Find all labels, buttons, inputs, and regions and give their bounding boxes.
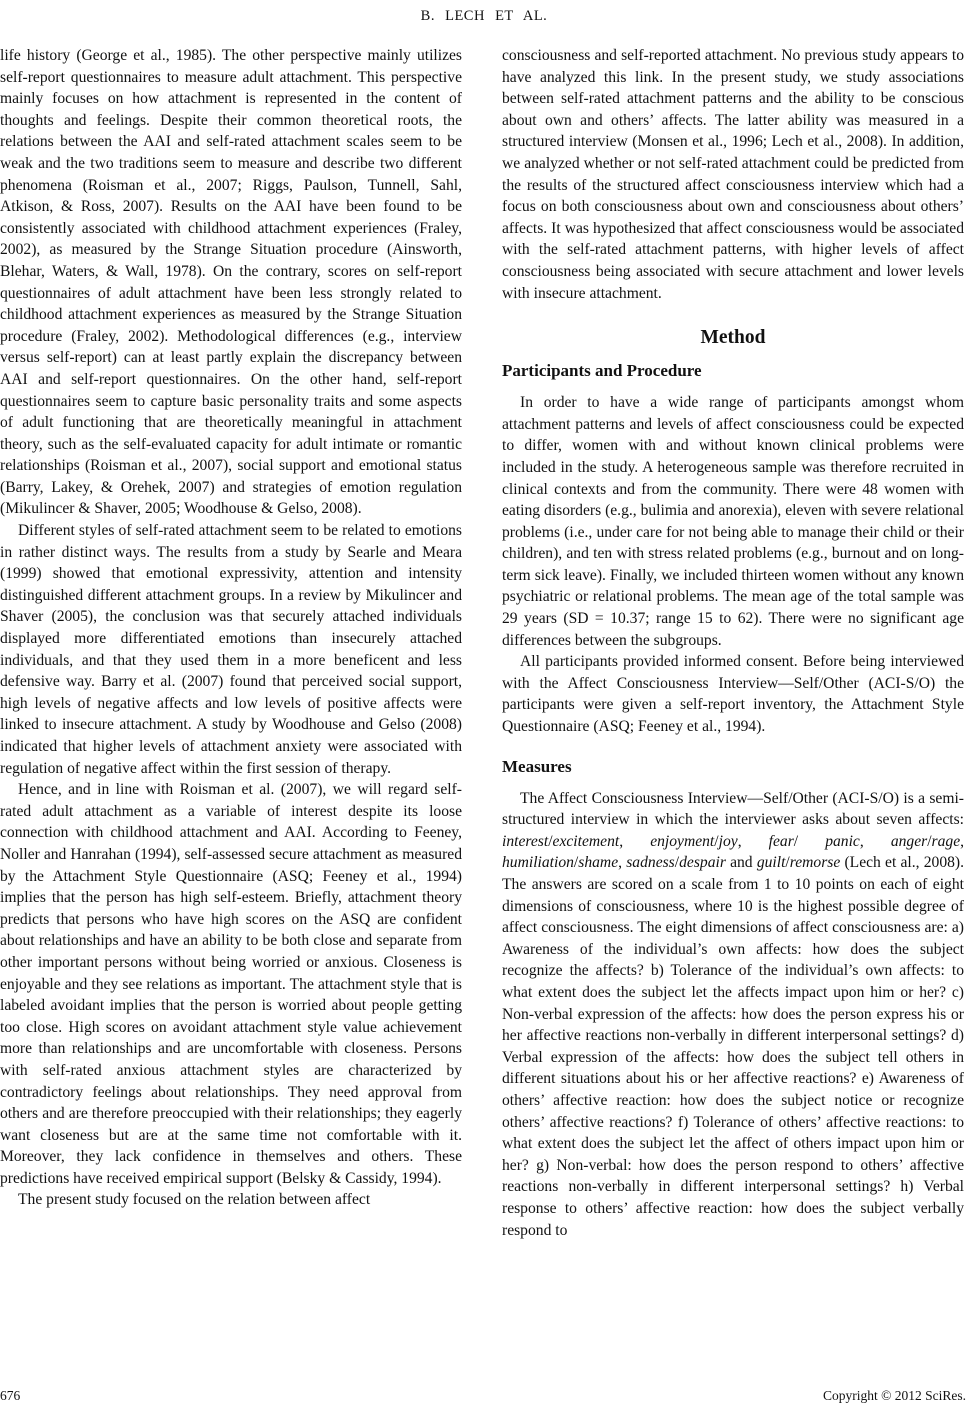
affect-term: despair <box>679 854 726 872</box>
affect-term: remorse <box>789 854 841 872</box>
affect-term: enjoyment <box>650 832 715 850</box>
affect-term: shame <box>578 854 619 872</box>
section-heading-method: Method <box>700 327 766 349</box>
affect-term: panic <box>825 832 860 850</box>
affect-term: fear <box>768 832 794 850</box>
paragraph: All participants provided informed consent. Before being interviewed with the Affect Consciousness Interview—Self/Other (ACI-S/O) the participants were given a self-report inventory, the Attachment Style Questionnaire (ASQ; Feeney et al., 1994). <box>502 653 964 736</box>
running-head: B. LECH ET AL. <box>420 8 548 24</box>
affect-term: sadness <box>626 854 675 872</box>
text-run: The Affect Consciousness Interview—Self/Other (ACI-S/O) is a semi-structured interview in which the interviewer asks about seven affects: <box>502 789 964 829</box>
subsection-heading-participants: Participants and Procedure <box>502 361 702 381</box>
paragraph-measures: The Affect Consciousness Interview—Self/Other (ACI-S/O) is a semi-structured interview in which the interviewer asks about seven affects: interest/excitement, enjoyment/joy, fear/ panic, anger/rage, humiliation/shame, sadness/despair and guilt/remorse (Lech et al., 2008). The answers are scored on a scale from 1 to 10 points on each of eight dimensions of consciousness, where 10 is the highest possible degree of affect consciousness. The eight dimensions of affect consciousness are: a) Awareness of the individual’s own affects: how does the subject recognize the affects? b) Tolerance of the individual’s own affects: to what extent does the subject let the affects impact upon him or her? c) Non-verbal expression of the affects: how does the person express his or her affective reactions non-verbally in different interpersonal settings? d) Verbal expression of the affects: how does the subject tell others in different situations about his or her affective reactions? e) Awareness of others’ affective reaction: how does the subject notice or recognize others’ affective reactions? f) Tolerance of others’ affective reactions: to what extent does the subject let the affect of others impact upon him or her? g) Non-verbal: how does the person respond to others’ affective reactions non-verbally in different interpersonal settings? h) Verbal response to others’ affective reaction: how does the subject verbally respond to <box>502 789 965 1239</box>
affect-term: anger <box>890 832 928 850</box>
affect-term: interest <box>502 832 549 850</box>
affect-term: humiliation <box>502 854 574 872</box>
paragraph: life history (George et al., 1985). The other perspective mainly utilizes self-report questionnaires to measure adult attachment. This perspective mainly focuses on how attachment is represented in the content of thoughts and feelings. Despite their common theoretical roots, the relations between the AAI and self-rated attachment scales seem to be weak and the two traditions seem to measure and describe two different phenomena (Roisman et al., 2007; Riggs, Paulson, Tunnell, Sahl, Atkison, & Ross, 2007). Results on the AAI have been found to be consistently associated with childhood attachment experiences (Fraley, 2002), as measured by the Strange Situation procedure (Ainsworth, Blehar, Waters, & Wall, 1978). On the contrary, scores on self-report questionnaires of adult attachment have been less strongly related to childhood attachment experiences as measured by the Strange Situation procedure (Fraley, 2002). Methodological differences (e.g., interview versus self-report) can at least partly explain the discrepancy between AAI and self-report questionnaires. On the other hand, self-report questionnaires seem to capture basic personality traits and some aspects of adult functioning that are theoretically meaningful in attachment theory, such as the self-evaluated capacity for adult intimate or romantic relationships (Roisman et al., 2007), social support and emotional status (Barry, Lakey, & Orehek, 2007) and strategies of emotion regulation (Mikulincer & Shaver, 2005; Woodhouse & Gelso, 2008). <box>0 47 462 518</box>
paragraph: Different styles of self-rated attachment seem to be related to emotions in rather distinct ways. The results from a study by Searle and Meara (1999) showed that emotional expressivity, attention and intensity distinguished different attachment groups. In a review by Mikulincer and Shaver (2005), the conclusion was that securely attached individuals displayed more differentiated emotions than insecurely attached individuals, and that they used them in a more beneficent and less defensive way. Barry et al. (2007) found that perceived social support, high levels of negative affects and low levels of positive affects were linked to insecure attachment. A study by Woodhouse and Gelso (2008) indicated that higher levels of attachment anxiety were associated with regulation of negative affect within the first session of therapy. <box>0 522 462 777</box>
affect-term: excitement <box>552 832 620 850</box>
subsection-heading-measures: Measures <box>502 756 572 776</box>
paragraph: Hence, and in line with Roisman et al. (2007), we will regard self-rated adult attachment as a variable of interest despite its loose connection with childhood attachment and AAI. According to Feeney, Noller and Hanrahan (1994), self-assessed secure attachment as measured by the Attachment Style Questionnaire (ASQ; Feeney et al., 1994) implies that the person has high self-esteem. Briefly, attachment theory predicts that persons who have high scores on the ASQ are confident about relationships and have an ability to be both close and separate from other important persons without being worried or anxious. Closeness is enjoyable and they see relations as important. The attachment style that is labeled avoidant implies that the person is worried about people getting too close. High scores on avoidant attachment style value achievement more than relationships and are uncomfortable with closeness. Persons with self-rated anxious attachment styles are characterized by contradictory feelings about relationships. They need approval from others and are therefore preoccupied with their relationships; they eagerly want closeness but are at the same time not comfortable with it. Moreover, they lack confidence in themselves and others. These predictions have received empirical support (Belsky & Cassidy, 1994). <box>0 781 462 1187</box>
copyright-notice: Copyright © 2012 SciRes. <box>822 1388 966 1403</box>
paragraph: The present study focused on the relation between affect <box>18 1191 371 1209</box>
affect-term: joy <box>718 832 738 850</box>
paragraph: In order to have a wide range of participants amongst whom attachment patterns and levels of affect consciousness could be expected to differ, women with and without known clinical problems were included in the study. A heterogeneous sample was therefore recruited in clinical contexts and from the community. There were 48 women with eating disorders (e.g., bulimia and anorexia), eleven with severe relational problems (i.e., under care for not being able to manage their child or their children), and ten with stress related problems (e.g., burnout and on long-term sick leave). Finally, we included thirteen women without any known psychiatric or relational problems. The mean age of the total sample was 29 years (SD = 10.37; range 15 to 62). There were no significant age differences between the subgroups. <box>502 394 965 649</box>
paragraph: consciousness and self-reported attachment. No previous study appears to have analyzed this link. In the present study, we study associations between self-rated attachment patterns and the ability to be conscious about own and others’ affects. The latter ability was measured in a structured interview (Monsen et al., 1996; Lech et al., 2008). In addition, we analyzed whether or not self-rated attachment could be predicted from the results of the structured affect consciousness interview which had a focus on both consciousness about own and consciousness about others’ affects. It was hypothesized that affect consciousness would be associated with the self-rated attachment patterns, with higher levels of affect consciousness being associated with secure attachment and lower levels with insecure attachment. <box>502 47 964 302</box>
right-column <box>502 45 964 1241</box>
affect-term: guilt <box>756 854 786 872</box>
text-run: (Lech et al., 2008). The answers are scored on a scale from 1 to 10 points on each of eight dimensions of consciousness, where 10 is the highest possible degree of affect consciousness. The eight dimensions of affect consciousness are: a) Awareness of the individual’s own affects: how does the subject recognize the affects? b) Tolerance of the individual’s own affects: to what extent does the subject let the affects impact upon him or her? c) Non-verbal expression of the affects: how does the person express his or her affective reactions non-verbally in different interpersonal settings? d) Verbal expression of the affects: how does the subject tell others in different situations about his or her affective reactions? e) Awareness of others’ affective reaction: how does the subject notice or recognize others’ affective reactions? f) Tolerance of others’ affective reactions: to what extent does the subject let the affect of others impact upon him or her? g) Non-verbal: how does the person respond to others’ affective reactions non-verbally in different interpersonal settings? h) Verbal response to others’ affective reaction: how does the subject verbally respond to <box>502 854 965 1239</box>
left-column <box>0 45 462 1211</box>
page-number: 676 <box>0 1388 21 1403</box>
affect-term: rage <box>931 832 961 850</box>
